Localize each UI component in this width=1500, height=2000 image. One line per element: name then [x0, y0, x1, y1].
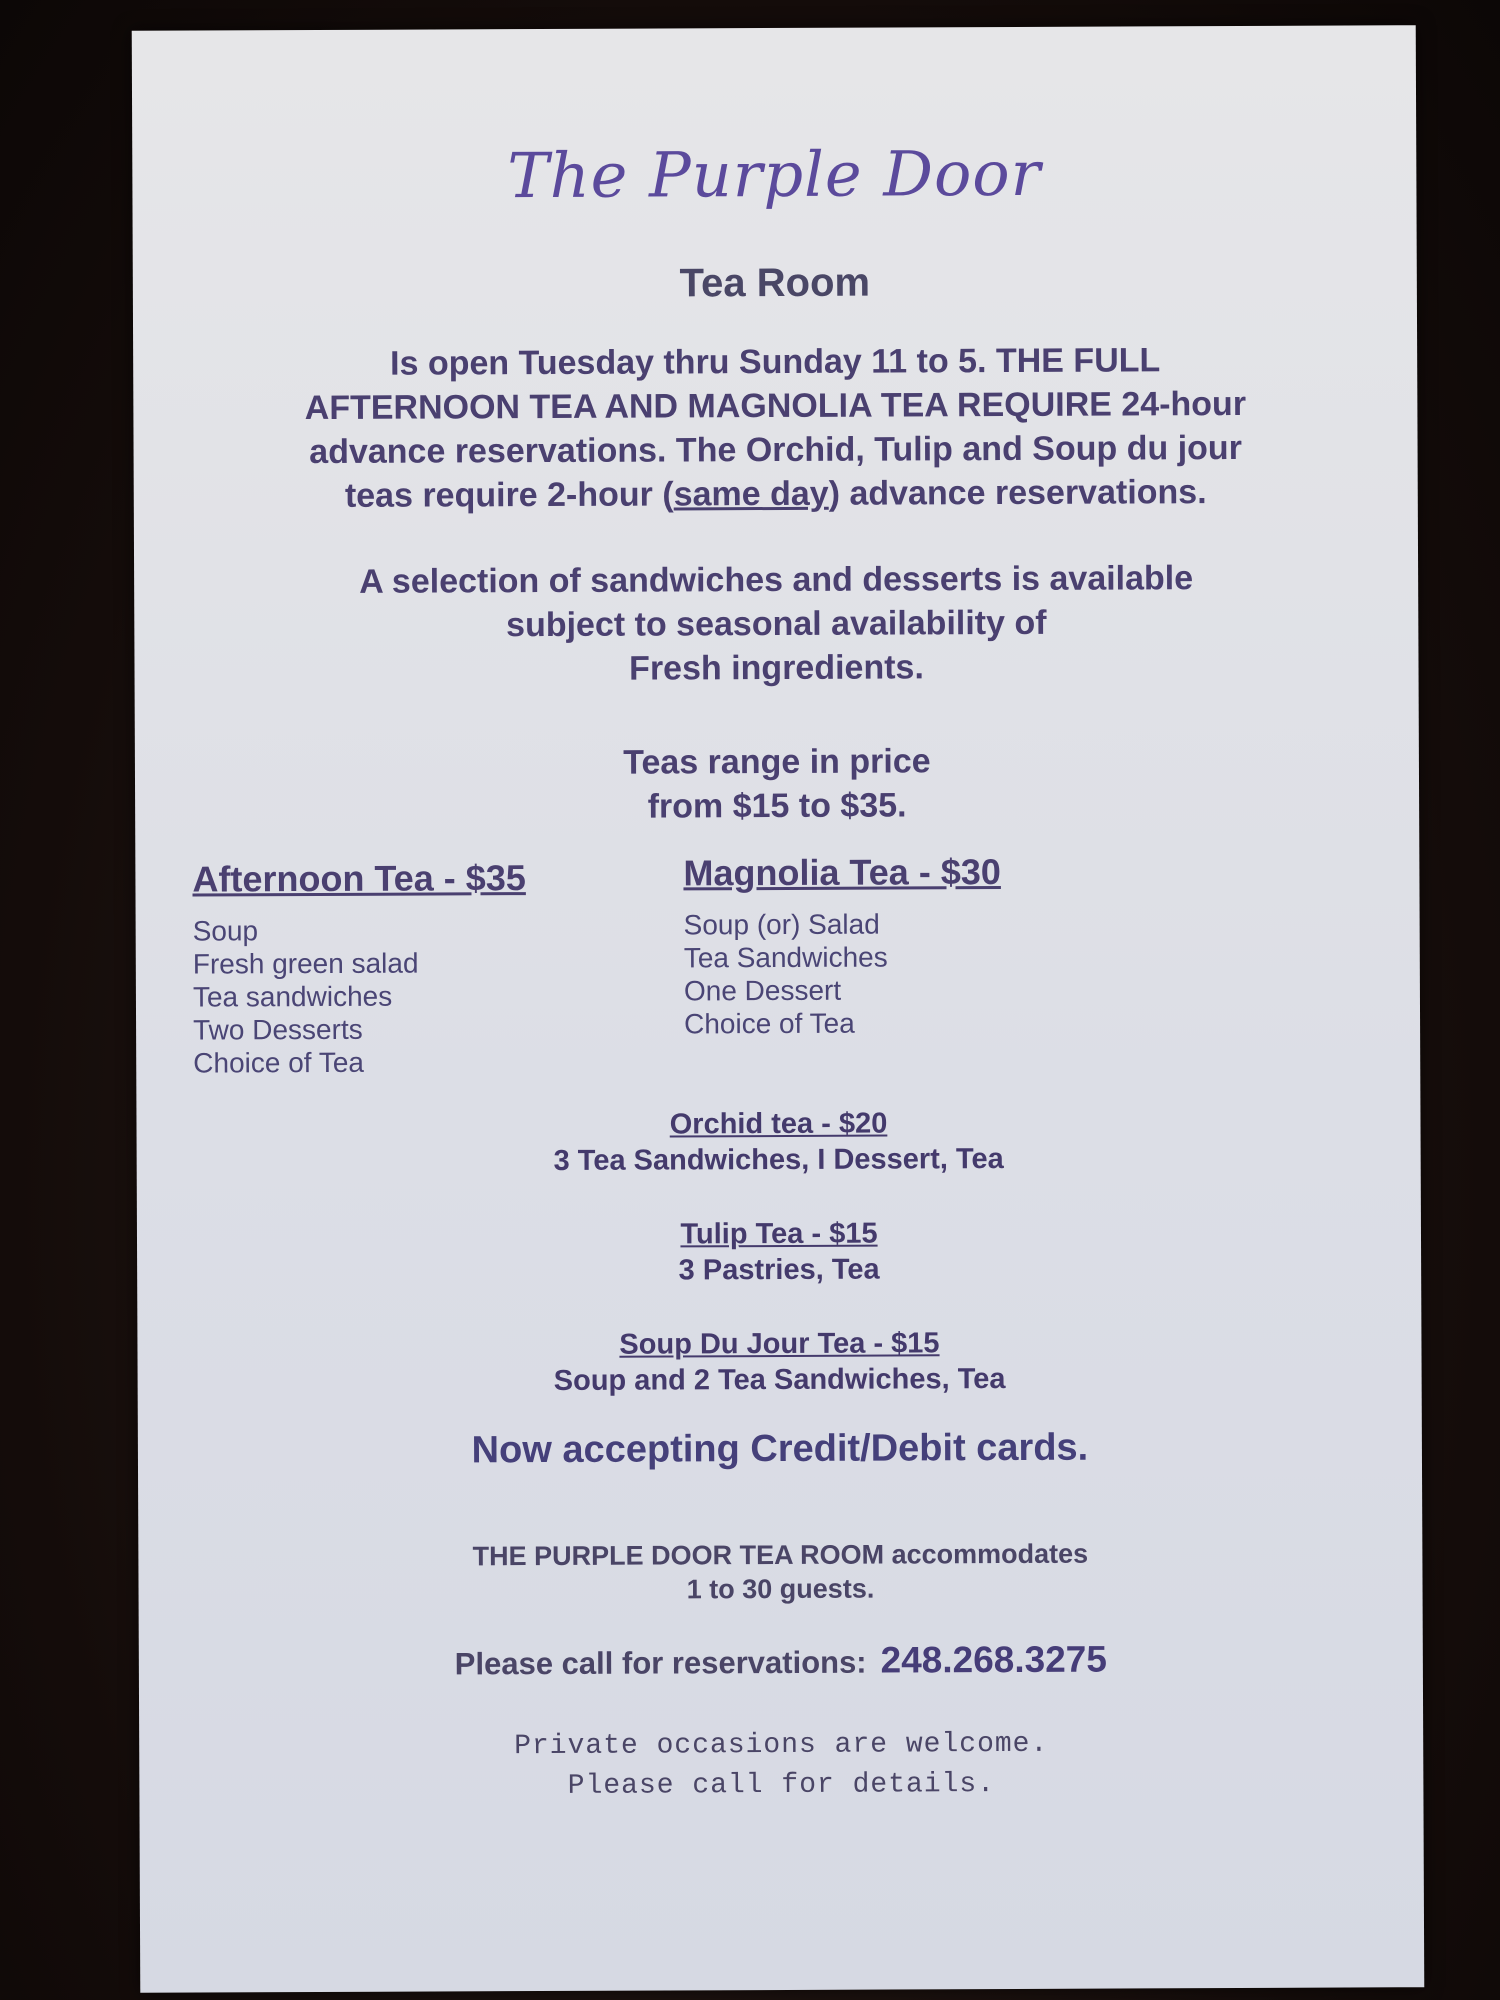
- subtitle: Tea Room: [679, 260, 871, 306]
- payment-notice: Now accepting Credit/Debit cards.: [471, 1426, 1089, 1472]
- list-item: Tea sandwiches: [192, 980, 393, 1013]
- price-range-line: Teas range in price: [623, 742, 931, 782]
- selection-paragraph: [194, 555, 1359, 692]
- selection-line: A selection of sandwiches and desserts is available: [359, 559, 1194, 601]
- private-line: Private occasions are welcome.: [514, 1728, 1049, 1763]
- list-item: Choice of Tea: [193, 1046, 365, 1079]
- hours-line: Is open Tuesday thru Sunday 11 to 5. THE FULL: [390, 341, 1161, 383]
- hours-line: advance reservations. The Orchid, Tulip and Soup du jour: [309, 428, 1242, 472]
- hours-line: [194, 469, 1358, 518]
- selection-line: Fresh ingredients.: [629, 648, 924, 688]
- magnolia-tea-section: [683, 851, 1001, 1040]
- magnolia-tea-title: Magnolia Tea - $30: [683, 851, 1001, 894]
- hours-text: teas require 2-hour (: [344, 475, 674, 515]
- accommodates-line: THE PURPLE DOOR TEA ROOM accommodates: [472, 1538, 1089, 1572]
- reservation-line: [139, 1637, 1423, 1685]
- list-item: Tea Sandwiches: [683, 941, 888, 974]
- tulip-tea-section: [137, 1213, 1421, 1291]
- private-occasions-note: [139, 1723, 1423, 1809]
- same-day-emphasis: same day: [673, 474, 829, 514]
- orchid-tea-title: Orchid tea - $20: [669, 1107, 888, 1141]
- accommodates-line: 1 to 30 guests.: [686, 1573, 875, 1605]
- tulip-tea-title: Tulip Tea - $15: [680, 1217, 878, 1251]
- afternoon-tea-title: Afternoon Tea - $35: [192, 857, 526, 900]
- list-item: Soup (or) Salad: [683, 908, 880, 941]
- afternoon-tea-section: [192, 857, 526, 1079]
- hours-line: AFTERNOON TEA AND MAGNOLIA TEA REQUIRE 24-hour: [304, 384, 1247, 428]
- hours-paragraph: [193, 337, 1358, 518]
- phone-number: 248.268.3275: [880, 1638, 1108, 1681]
- hours-text: ) advance reservations.: [828, 473, 1207, 513]
- price-range: [195, 737, 1359, 830]
- soup-du-jour-tea-title: Soup Du Jour Tea - $15: [619, 1327, 940, 1361]
- reservation-label: Please call for reservations:: [454, 1644, 867, 1682]
- orchid-tea-section: [136, 1103, 1420, 1181]
- list-item: Two Desserts: [193, 1013, 363, 1046]
- magnolia-tea-items: [684, 907, 1002, 1040]
- list-item: One Dessert: [683, 974, 842, 1007]
- orchid-tea-desc: 3 Tea Sandwiches, I Dessert, Tea: [553, 1143, 1004, 1177]
- list-item: Soup: [192, 915, 259, 947]
- tulip-tea-desc: 3 Pastries, Tea: [678, 1253, 880, 1287]
- list-item: Choice of Tea: [683, 1007, 855, 1040]
- afternoon-tea-items: [193, 913, 527, 1079]
- soup-du-jour-tea-section: [137, 1323, 1421, 1401]
- list-item: Fresh green salad: [192, 947, 419, 980]
- soup-du-jour-tea-desc: Soup and 2 Tea Sandwiches, Tea: [553, 1363, 1006, 1397]
- menu-flyer: [132, 25, 1425, 1993]
- accommodates-notice: [138, 1535, 1422, 1609]
- price-range-line: from $15 to $35.: [647, 786, 907, 826]
- private-line: Please call for details.: [567, 1769, 996, 1802]
- selection-line: subject to seasonal availability of: [506, 603, 1047, 645]
- logo-script: The Purple Door: [507, 136, 1042, 213]
